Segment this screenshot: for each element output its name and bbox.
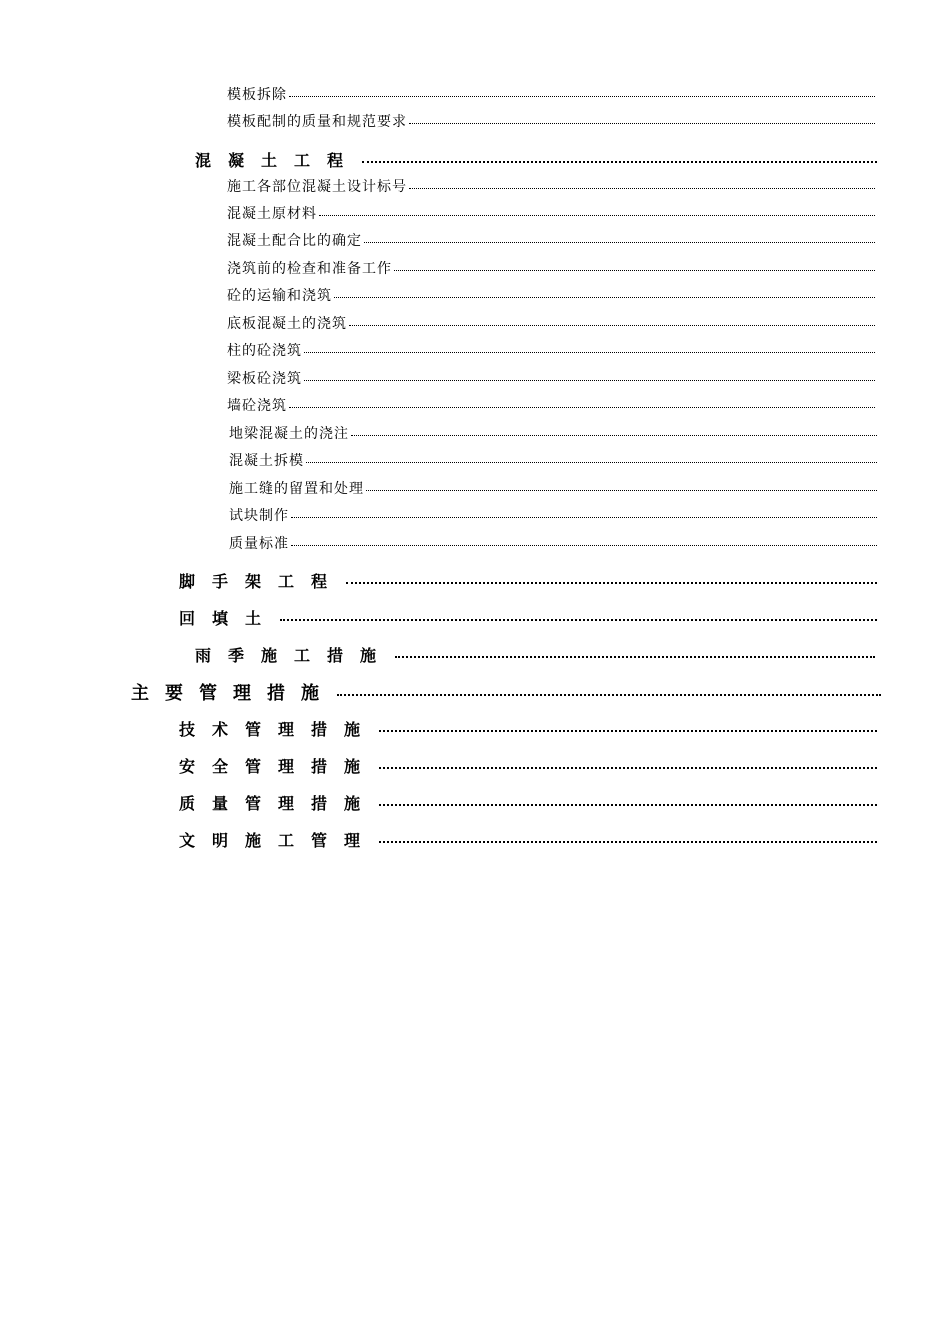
toc-section-quality-mgmt <box>179 791 877 814</box>
dot-leader <box>289 406 875 408</box>
toc-entry-concrete-materials <box>227 203 875 223</box>
dot-leader <box>306 461 877 463</box>
toc-section-title: 质量管理措施 <box>179 794 378 813</box>
dot-leader <box>379 729 877 732</box>
toc-entry-text: 试块制作 <box>229 508 289 524</box>
toc-entry-ground-beam-pour <box>229 423 877 443</box>
toc-entry-text: 混凝土配合比的确定 <box>227 233 362 249</box>
toc-entry-text: 地梁混凝土的浇注 <box>229 426 349 442</box>
dot-leader <box>291 544 877 546</box>
dot-leader <box>280 618 877 621</box>
dot-leader <box>409 187 875 189</box>
toc-entry-transport-pour <box>227 285 875 305</box>
toc-entry-slab-pour <box>227 313 875 333</box>
dot-leader <box>289 95 875 97</box>
toc-entry-beam-slab-pour <box>227 368 875 388</box>
dot-leader <box>349 324 875 326</box>
toc-entry-text: 浇筑前的检查和准备工作 <box>227 261 392 277</box>
toc-entry-text: 柱的砼浇筑 <box>227 343 302 359</box>
dot-leader <box>362 160 877 163</box>
toc-entry-text: 施工缝的留置和处理 <box>229 481 364 497</box>
dot-leader <box>291 516 877 518</box>
toc-entry-text: 砼的运输和浇筑 <box>227 288 332 304</box>
toc-entry-concrete-demold <box>229 450 877 470</box>
toc-entry-concrete-grades <box>227 176 875 196</box>
toc-section-scaffolding <box>179 569 877 592</box>
toc-entry-quality-standard <box>229 533 877 553</box>
dot-leader <box>364 241 875 243</box>
dot-leader <box>304 351 875 353</box>
toc-entry-text: 模板配制的质量和规范要求 <box>227 114 407 130</box>
toc-entry-mix-ratio <box>227 230 875 250</box>
toc-section-title: 脚手架工程 <box>179 572 345 591</box>
toc-section-title: 文明施工管理 <box>179 831 378 850</box>
dot-leader <box>379 803 877 806</box>
toc-section-technical-mgmt <box>179 717 877 740</box>
dot-leader <box>394 269 875 271</box>
toc-entry-text: 混凝土拆模 <box>229 453 304 469</box>
dot-leader <box>395 655 875 658</box>
dot-leader <box>366 489 877 491</box>
toc-chapter-title: 主要管理措施 <box>131 683 335 704</box>
dot-leader <box>304 379 875 381</box>
toc-entry-wall-pour <box>227 395 875 415</box>
toc-section-backfill <box>179 606 877 629</box>
toc-section-safety-mgmt <box>179 754 877 777</box>
toc-section-title: 混凝土工程 <box>195 151 361 170</box>
toc-entry-formwork-quality <box>227 111 875 131</box>
toc-section-title: 安全管理措施 <box>179 757 378 776</box>
toc-section-title: 技术管理措施 <box>179 720 378 739</box>
dot-leader <box>319 214 875 216</box>
toc-section-title: 雨季施工措施 <box>195 646 394 665</box>
toc-entry-text: 施工各部位混凝土设计标号 <box>227 179 407 195</box>
toc-entry-construction-joint <box>229 478 877 498</box>
toc-entry-formwork-removal <box>227 84 875 104</box>
toc-entry-column-pour <box>227 340 875 360</box>
dot-leader <box>379 766 877 769</box>
toc-entry-test-block <box>229 505 877 525</box>
toc-entry-text: 墙砼浇筑 <box>227 398 287 414</box>
toc-entry-pre-pour-check <box>227 258 875 278</box>
dot-leader <box>337 693 881 696</box>
toc-entry-text: 混凝土原材料 <box>227 206 317 222</box>
toc-entry-text: 底板混凝土的浇筑 <box>227 316 347 332</box>
dot-leader <box>334 296 875 298</box>
toc-section-title: 回填土 <box>179 609 279 628</box>
dot-leader <box>346 581 877 584</box>
dot-leader <box>351 434 877 436</box>
toc-section-civilized-construction <box>179 828 877 851</box>
toc-entry-text: 模板拆除 <box>227 87 287 103</box>
toc-section-concrete <box>195 148 877 171</box>
toc-section-rainy-season <box>195 643 875 666</box>
toc-chapter-management <box>131 679 881 705</box>
toc-entry-text: 梁板砼浇筑 <box>227 371 302 387</box>
toc-entry-text: 质量标准 <box>229 536 289 552</box>
dot-leader <box>379 840 877 843</box>
dot-leader <box>409 122 875 124</box>
